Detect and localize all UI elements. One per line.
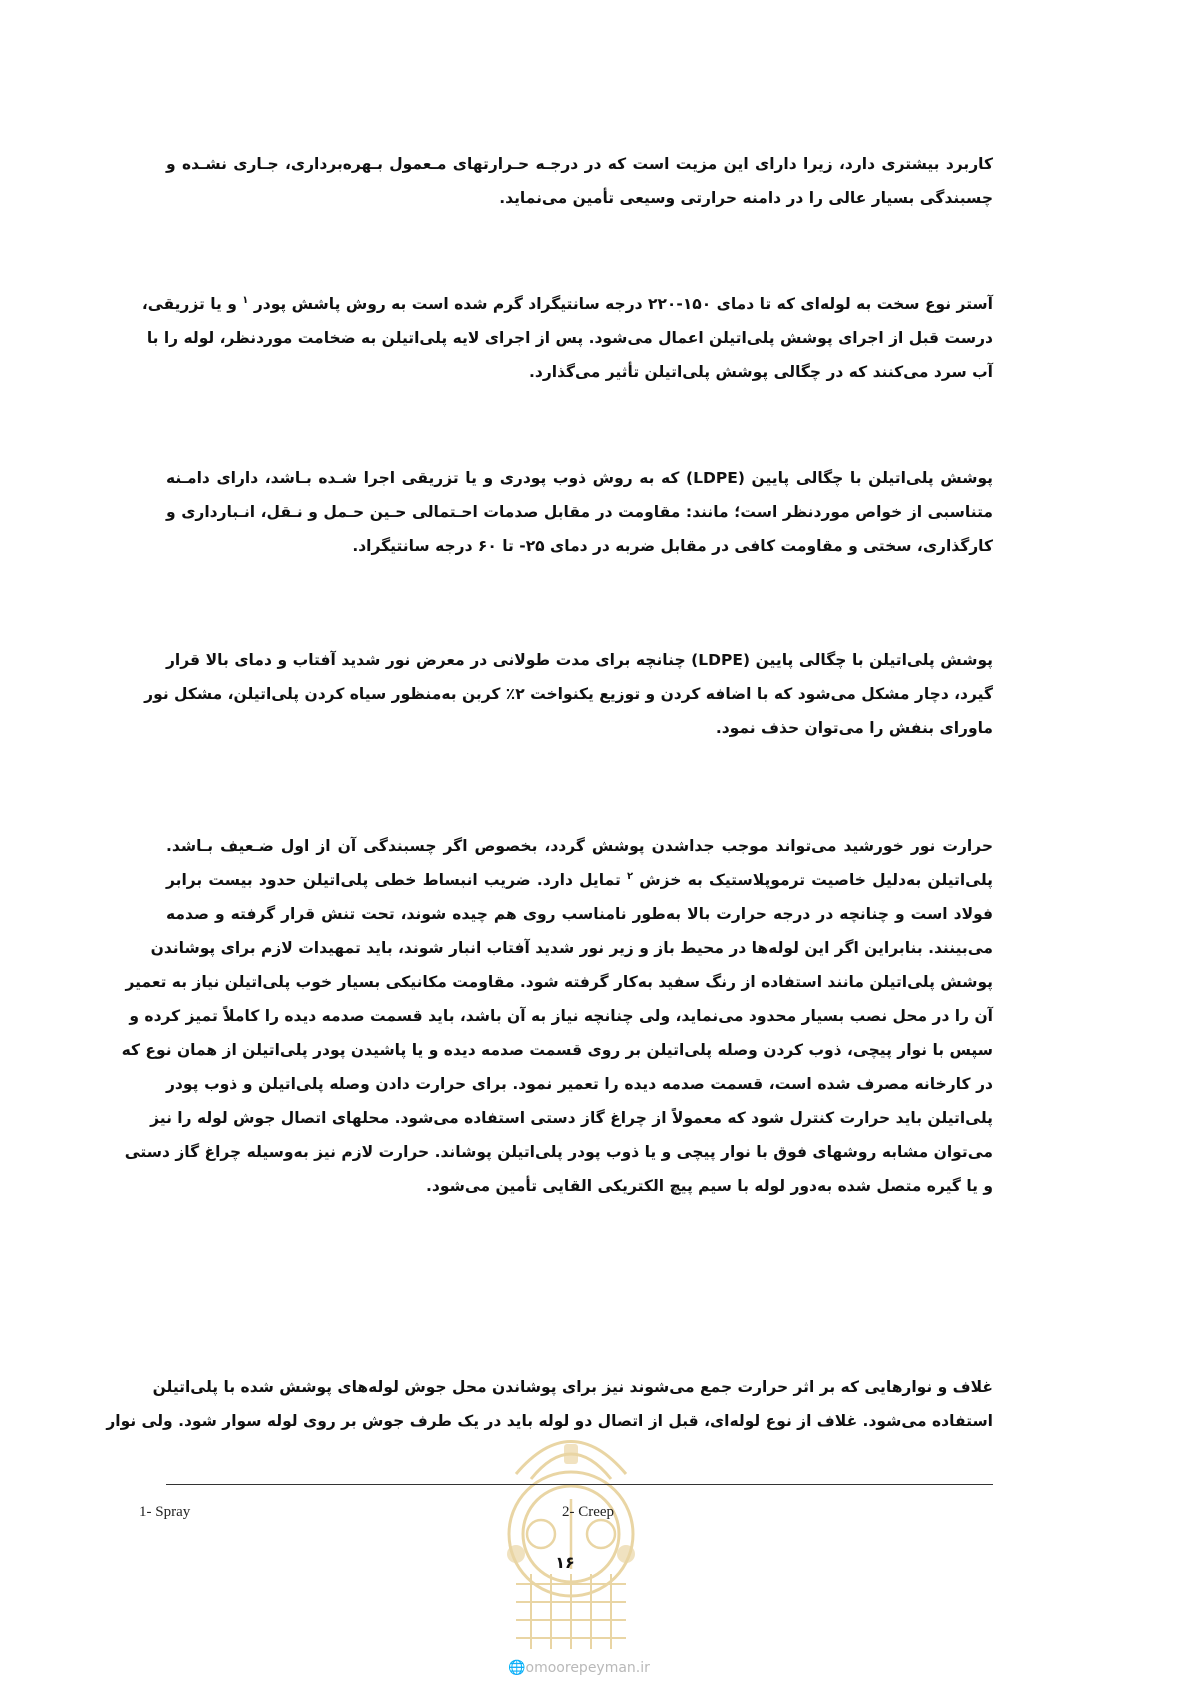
paragraph-line: غلاف و نوارهایی که بر اثر حرارت جمع می‌شوند نیز برای پوشاندن محل جوش لوله‌های پوشش شده با پلی‌اتیلن bbox=[152, 1378, 993, 1396]
paragraph-line: پوشش پلی‌اتیلن مانند استفاده از رنگ سفید به‌کار گرفته شود. مقاومت مکانیکی بسیار خوب پلی‌اتیلن نیاز به تعمیر bbox=[125, 973, 993, 991]
paragraph-line: پوشش پلی‌اتیلن با چگالی پایین (LDPE) چنانچه برای مدت طولانی در معرض نور شدید آفتاب و دمای بالا قرار bbox=[166, 651, 993, 669]
paragraph-line: درست قبل از اجرای پوشش پلی‌اتیلن اعمال می‌شود. پس از اجرای لایه پلی‌اتیلن به ضخامت موردنظر، لوله را با bbox=[146, 329, 993, 347]
paragraph-line: و یا گیره متصل شده به‌دور لوله با سیم پیچ الکتریکی القایی تأمین می‌شود. bbox=[426, 1177, 993, 1195]
paragraph-line-tail: تمایل دارد. ضریب انبساط خطی پلی‌اتیلن حدود بیست برابر bbox=[166, 871, 627, 889]
footnote-marker-2[interactable]: ۲ bbox=[626, 870, 634, 882]
paragraph-line: حرارت نور خورشید می‌تواند موجب جداشدن پوشش گردد، بخصوص اگر چسبندگی آن از اول ضـعیف بـاشد. bbox=[166, 837, 993, 855]
footnote-separator bbox=[166, 1484, 993, 1485]
paragraph-line: آن را در محل نصب بسیار محدود می‌نماید، ولی چنانچه نیاز به آن باشد، باید قسمت صدمه دیده را کاملاً تمیز کرده و bbox=[129, 1007, 993, 1025]
paragraph-line bbox=[166, 863, 993, 897]
paragraph-2 bbox=[141, 287, 993, 389]
paragraph-line: سپس با نوار پیچی، ذوب کردن وصله پلی‌اتیلن بر روی قسمت صدمه دیده و یا پاشیدن پودر پلی‌اتیلن از همان نوع که bbox=[121, 1041, 993, 1059]
paragraph-line: می‌توان مشابه روشهای فوق با نوار پیچی و یا ذوب پودر پلی‌اتیلن پوشاند. حرارت لازم نیز به‌وسیله چراغ گاز دستی bbox=[124, 1143, 993, 1161]
globe-icon: 🌐 bbox=[508, 1660, 526, 1676]
watermark-url-text: omoorepeyman.ir bbox=[525, 1660, 650, 1676]
paragraph-line: ماورای بنفش را می‌توان حذف نمود. bbox=[715, 719, 993, 737]
paragraph-line-text: آستر نوع سخت به لوله‌ای که تا دمای ۱۵۰-۲۲۰ درجه سانتیگراد گرم شده است به روش پاشش پودر bbox=[253, 295, 993, 313]
watermark-url bbox=[484, 1660, 674, 1676]
paragraph-line-text: پلی‌اتیلن به‌دلیل خاصیت ترموپلاستیک به خزش bbox=[639, 871, 993, 889]
paragraph-line: پوشش پلی‌اتیلن با چگالی پایین (LDPE) که به روش ذوب پودری و یا تزریقی اجرا شـده بـاشد، دارای دامـنه bbox=[166, 469, 993, 487]
page-number: ۱۶ bbox=[555, 1553, 575, 1572]
paragraph-line: در کارخانه مصرف شده است، قسمت صدمه دیده را تعمیر نمود. برای حرارت دادن وصله پلی‌اتیلن و ذوب پودر bbox=[166, 1075, 993, 1093]
paragraph-line: آب سرد می‌کنند که در چگالی پوشش پلی‌اتیلن تأثیر می‌گذارد. bbox=[528, 363, 993, 381]
paragraph-line bbox=[141, 287, 993, 321]
footnote-1: 1- Spray bbox=[139, 1504, 191, 1520]
paragraph-line: استفاده می‌شود. غلاف از نوع لوله‌ای، قبل از اتصال دو لوله باید در یک طرف جوش بر روی لوله سوار شود. ولی نوار bbox=[106, 1412, 993, 1430]
paragraph-line: کاربرد بیشتری دارد، زیرا دارای این مزیت است که در درجـه حـرارتهای مـعمول بـهره‌برداری، جـاری نشـده و bbox=[166, 155, 993, 173]
paragraph-6 bbox=[106, 1370, 993, 1438]
paragraph-line: پلی‌اتیلن باید حرارت کنترل شود که معمولاً از چراغ گاز دستی استفاده می‌شود. محلهای اتصال جوش لوله را نیز bbox=[150, 1109, 993, 1127]
paragraph-line: گیرد، دچار مشکل می‌شود که با اضافه کردن و توزیع یکنواخت ۲٪ کربن به‌منظور سیاه کردن پلی‌اتیلن، مشکل نور bbox=[144, 685, 993, 703]
paragraph-1 bbox=[166, 147, 993, 215]
paragraph-line: فولاد است و چنانچه در درجه حرارت بالا به‌طور نامناسب روی هم چیده شوند، تحت تنش قرار گرفته و صدمه bbox=[166, 905, 993, 923]
footnote-2: 2- Creep bbox=[562, 1504, 615, 1520]
paragraph-line: کارگذاری، سختی و مقاومت کافی در مقابل ضربه در دمای ۲۵- تا ۶۰ درجه سانتیگراد. bbox=[352, 537, 993, 555]
footnote-marker-1[interactable]: ۱ bbox=[242, 294, 249, 306]
paragraph-line-tail: و یا تزریقی، bbox=[141, 295, 243, 313]
paragraph-4 bbox=[144, 643, 993, 745]
paragraph-line: متناسبی از خواص موردنظر است؛ مانند: مقاومت در مقابل صدمات احـتمالی حـین حـمل و نـقل، انـبارداری و bbox=[166, 503, 993, 521]
paragraph-line: می‌بینند. بنابراین اگر این لوله‌ها در محیط باز و زیر نور شدید آفتاب انبار شوند، باید تمهیدات لازم برای پوشاندن bbox=[150, 939, 993, 957]
paragraph-3 bbox=[166, 461, 993, 563]
paragraph-line: چسبندگی بسیار عالی را در دامنه حرارتی وسیعی تأمین می‌نماید. bbox=[499, 189, 993, 207]
paragraph-5 bbox=[121, 829, 993, 1203]
watermark-seal-icon bbox=[476, 1404, 666, 1659]
